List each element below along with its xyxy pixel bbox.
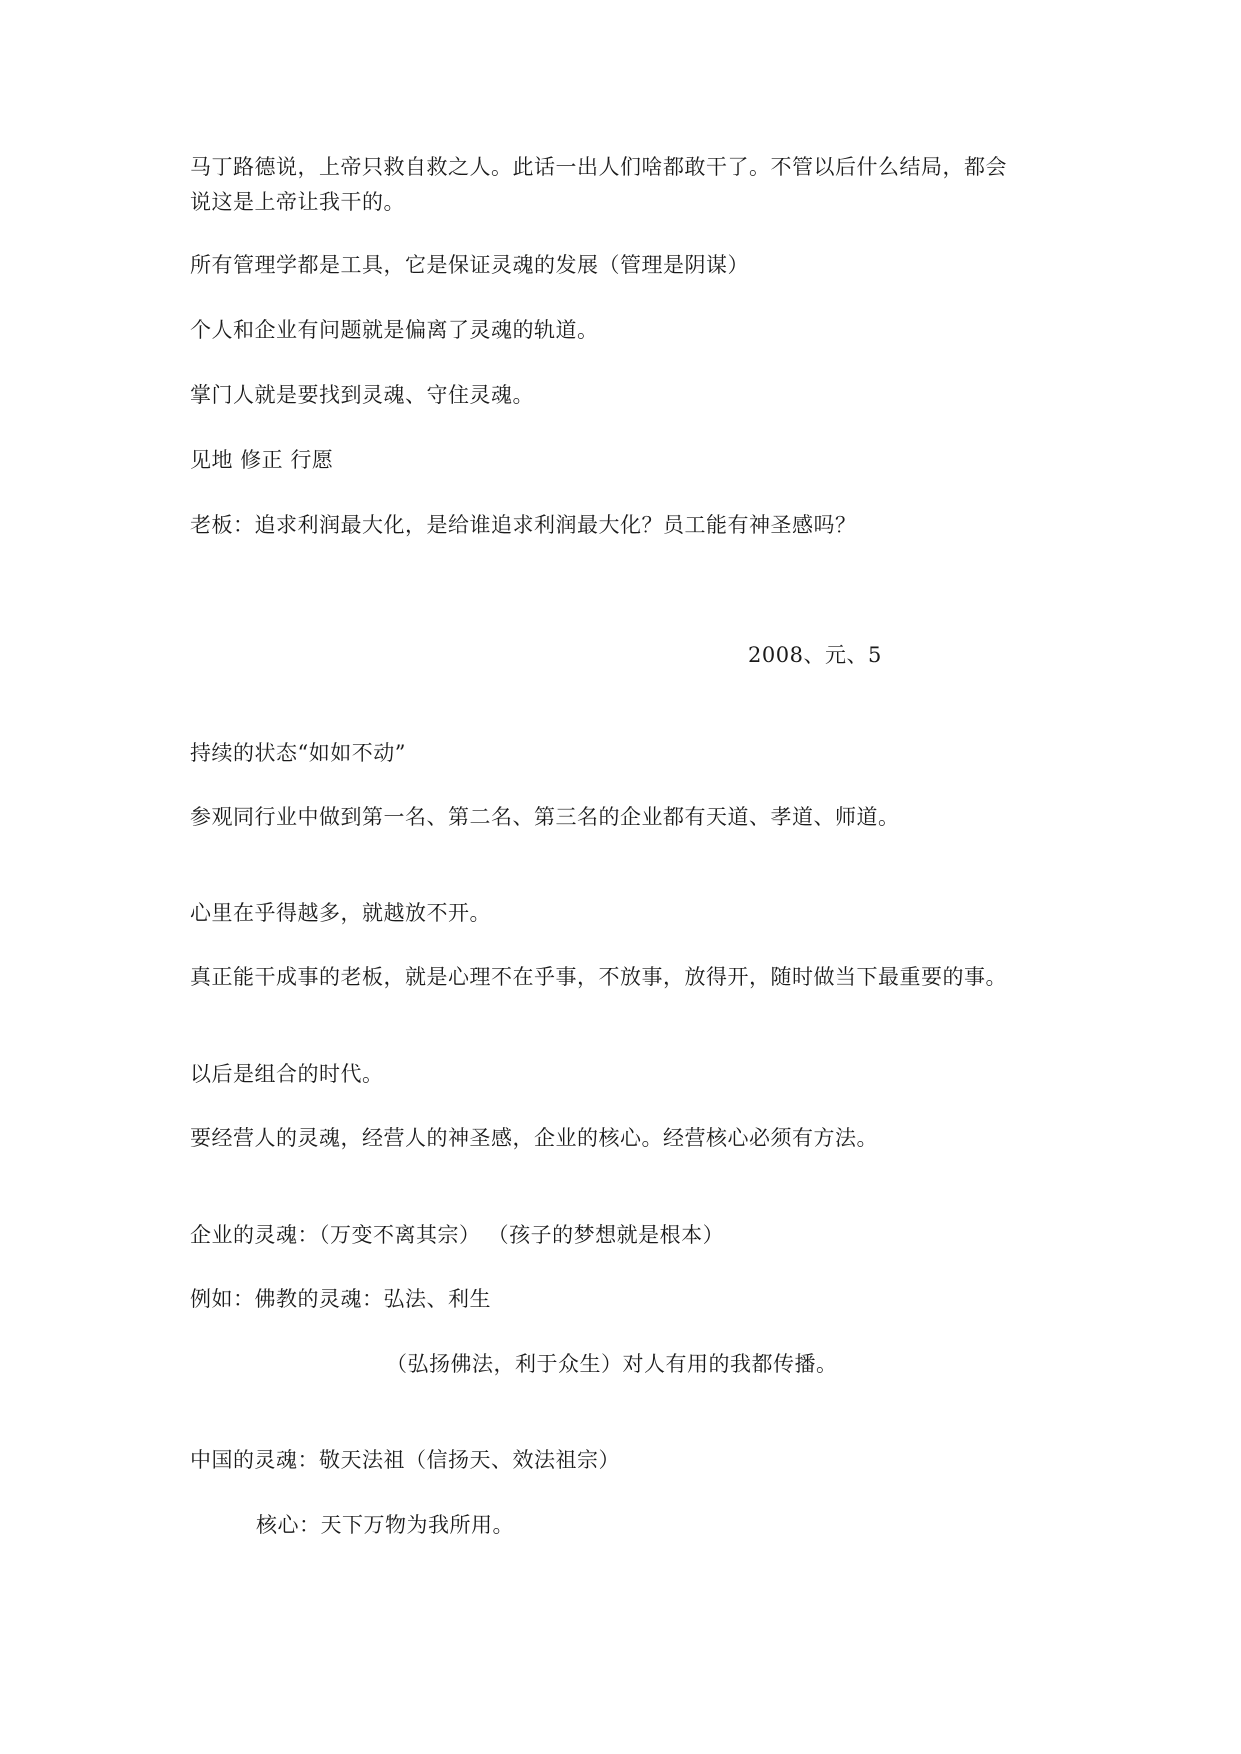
paragraph-line: 个人和企业有问题就是偏离了灵魂的轨道。 bbox=[190, 318, 599, 342]
paragraph-line: 老板：追求利润最大化，是给谁追求利润最大化？员工能有神圣感吗？ bbox=[190, 513, 857, 537]
paragraph-line: 参观同行业中做到第一名、第二名、第三名的企业都有天道、孝道、师道。 bbox=[190, 805, 900, 829]
paragraph-line: 企业的灵魂：（万变不离其宗） （孩子的梦想就是根本） bbox=[190, 1223, 725, 1247]
paragraph-line: 持续的状态“如如不动” bbox=[190, 741, 406, 765]
paragraph-line: 所有管理学都是工具，它是保证灵魂的发展（管理是阴谋） bbox=[190, 253, 749, 277]
paragraph-line: 马丁路德说，上帝只救自救之人。此话一出人们啥都敢干了。不管以后什么结局，都会 bbox=[190, 155, 1007, 179]
paragraph-line: 核心：天下万物为我所用。 bbox=[256, 1513, 514, 1537]
paragraph-line: 说这是上帝让我干的。 bbox=[190, 190, 405, 214]
paragraph-line: 以后是组合的时代。 bbox=[190, 1062, 384, 1086]
paragraph-line: 掌门人就是要找到灵魂、守住灵魂。 bbox=[190, 383, 534, 407]
paragraph-line: （弘扬佛法，利于众生）对人有用的我都传播。 bbox=[386, 1352, 838, 1376]
paragraph-line: 要经营人的灵魂，经营人的神圣感，企业的核心。经营核心必须有方法。 bbox=[190, 1126, 878, 1150]
paragraph-line: 中国的灵魂：敬天法祖（信扬天、效法祖宗） bbox=[190, 1448, 620, 1472]
paragraph-line: 见地 修正 行愿 bbox=[190, 448, 334, 472]
paragraph-line: 真正能干成事的老板，就是心理不在乎事，不放事，放得开，随时做当下最重要的事。 bbox=[190, 965, 1007, 989]
paragraph-line: 心里在乎得越多，就越放不开。 bbox=[190, 901, 491, 925]
date-line: 2008、元、5 bbox=[748, 643, 882, 667]
paragraph-line: 例如：佛教的灵魂：弘法、利生 bbox=[190, 1287, 491, 1311]
